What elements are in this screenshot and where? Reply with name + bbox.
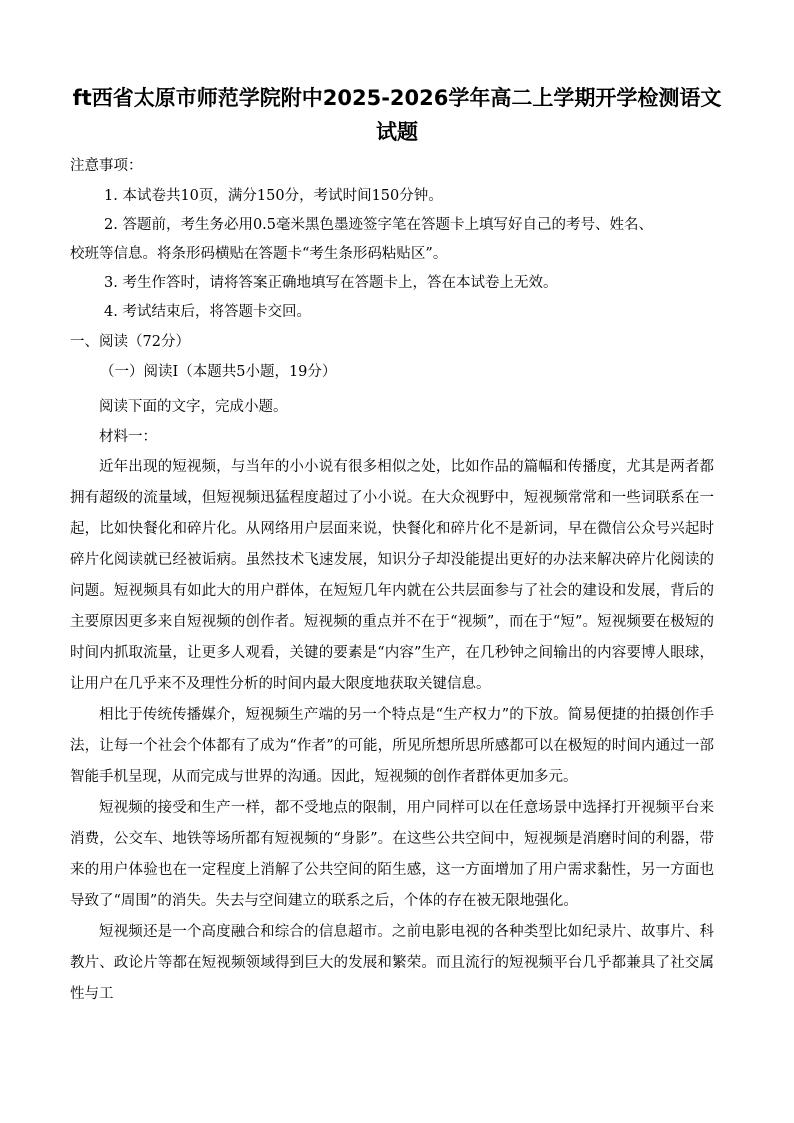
material-label: 材料一：	[99, 429, 157, 445]
paragraph-1: 近年出现的短视频，与当年的小小说有很多相似之处，比如作品的篇幅和传播度，尤其是两者都拥有超级的流量域，但短视频迅猛程度超过了小小说。在大众视野中，短视频常常和一些词联系在一起，比如快餐化和碎片化。从网络用户层面来说，快餐化和碎片化不是新词，早在微信公众号兴起时碎片化阅读就已经被诟病。虽然技术飞速发展，知识分子却没能提出更好的办法来解决碎片化阅读的问题。短视频具有如此大的用户群体，在短短几年内就在公共层面参与了社会的建设和发展，背后的主要原因更多来自短视频的创作者。短视频的重点并不在于“视频”，而在于“短”。短视频要在极短的时间内抓取流量，让更多人观看，关键的要素是“内容”生产，在几秒钟之间输出的内容要博人眼球，让用户在几乎来不及理性分析的时间内最大限度地获取关键信息。	[70, 459, 714, 692]
notice-item-2: 2. 答题前，考生务必用0.5毫米黑色墨迹签字笔在答题卡上填写好自己的考号、姓名、	[104, 217, 654, 233]
reading-instruction: 阅读下面的文字，完成小题。	[99, 399, 288, 415]
document-title-line1: ft西省太原市师范学院附中2025-2026学年高二上学期开学检测语文	[72, 86, 722, 110]
notice-item-4: 4. 考试结束后，将答题卡交回。	[104, 304, 311, 320]
notice-item-2-cont: 校班等信息。将条形码横贴在答题卡“考生条形码粘贴区”。	[70, 246, 448, 262]
notice-item-3: 3. 考生作答时，请将答案正确地填写在答题卡上，答在本试卷上无效。	[104, 275, 558, 291]
document-title-line2: 试题	[376, 120, 418, 144]
paragraph-2: 相比于传统传播媒介，短视频生产端的另一个特点是“生产权力”的下放。简易便捷的拍摄创作手法，让每一个社会个体都有了成为“作者”的可能，所见所想所思所感都可以在极短的时间内通过一部智能手机呈现，从而完成与世界的沟通。因此，短视频的创作者群体更加多元。	[70, 707, 714, 785]
section-heading: 一、阅读（72分）	[70, 334, 190, 350]
paragraph-3: 短视频的接受和生产一样，都不受地点的限制，用户同样可以在任意场景中选择打开视频平台来消费，公交车、地铁等场所都有短视频的“身影”。在这些公共空间中，短视频是消磨时间的利器，带来的用户体验也在一定程度上消解了公共空间的陌生感，这一方面增加了用户需求黏性，另一方面也导致了“周围”的消失。失去与空间建立的联系之后，个体的存在被无限地强化。	[70, 800, 714, 909]
notice-heading: 注意事项：	[70, 158, 143, 174]
article-body	[70, 452, 720, 1010]
section-subheading: （一）阅读Ⅰ（本题共5小题，19分）	[100, 364, 337, 380]
notice-item-1: 1. 本试卷共10页，满分150分，考试时间150分钟。	[104, 188, 443, 204]
paragraph-4: 短视频还是一个高度融合和综合的信息超市。之前电影电视的各种类型比如纪录片、故事片、科教片、政论片等都在短视频领域得到巨大的发展和繁荣。而且流行的短视频平台几乎都兼具了社交属性与工	[70, 924, 714, 1002]
